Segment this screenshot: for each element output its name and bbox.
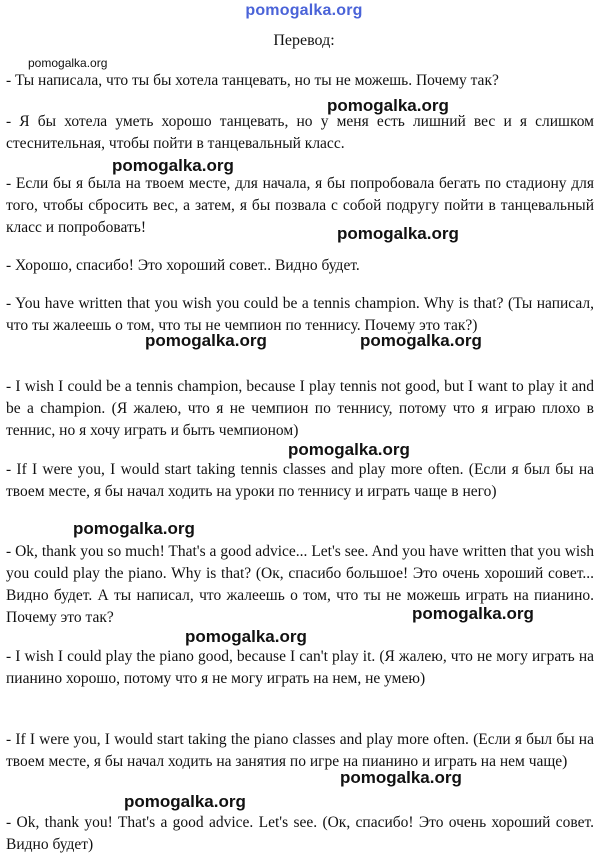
paragraph-3: - Если бы я была на твоем месте, для начала, я бы попробовала бегать по стадиону для того, чтобы сбросить вес, а затем, я бы позвала с собой подругу пойти в танцевальный класс и попробовать! <box>6 175 594 236</box>
paragraph-4: - Хорошо, спасибо! Это хороший совет.. Видно будет. <box>6 257 360 274</box>
watermark-text: pomogalka.org <box>124 792 246 811</box>
paragraph-2: - Я бы хотела уметь хорошо танцевать, но у меня есть лишний вес и я слишком стеснительная, чтобы пойти в танцевальный класс. <box>6 113 594 152</box>
watermark-text: pomogalka.org <box>360 331 482 350</box>
paragraph-7: - If I were you, I would start taking tennis classes and play more often. (Если я был бы на твоем месте, я бы начал ходить на уроки по теннису и играть чаще в него) <box>6 461 594 500</box>
paragraph-1: - Ты написала, что ты бы хотела танцевать, но ты не можешь. Почему так? <box>6 72 499 89</box>
watermark-text: pomogalka.org <box>288 440 410 459</box>
paragraph-6: - I wish I could be a tennis champion, because I play tennis not good, but I want to play it and be a champion. (Я жалею, что я не чемпион по теннису, потому что я играю плохо в теннис, но я хочу играть и быть чемпионом) <box>6 378 594 439</box>
page-title: Перевод: <box>273 32 335 49</box>
watermark-text: pomogalka.org <box>185 627 307 646</box>
watermark-text: pomogalka.org <box>327 96 449 115</box>
paragraph-8: - Ok, thank you so much! That's a good advice... Let's see. And you have written that you wish you could play the piano. Why is that? (Ок, спасибо большое! Это очень хороший совет... Видно будет. А ты написал, что жалеешь о том, что ты не можешь играть на пианино. Почему это так? <box>6 543 594 626</box>
watermark-text: pomogalka.org <box>112 156 234 175</box>
watermark-text: pomogalka.org <box>145 331 267 350</box>
watermark-text: pomogalka.org <box>73 519 195 538</box>
paragraph-5: - You have written that you wish you could be a tennis champion. Why is that? (Ты написал, что ты жалеешь о том, что ты не чемпион по теннису. Почему это так?) <box>6 295 594 334</box>
watermark-text: pomogalka.org <box>337 224 459 243</box>
header-watermark: pomogalka.org <box>245 2 363 19</box>
watermark-text: pomogalka.org <box>340 768 462 787</box>
watermark-text: pomogalka.org <box>28 56 108 70</box>
paragraph-10: - If I were you, I would start taking the piano classes and play more often. (Если я был бы на твоем месте, я бы начал ходить на занятия по игре на пианино и играть на нем чаще) <box>6 731 594 770</box>
paragraph-11: - Ok, thank you! That's a good advice. Let's see. (Ок, спасибо! Это очень хороший совет. Видно будет) <box>6 814 594 853</box>
paragraph-9: - I wish I could play the piano good, because I can't play it. (Я жалею, что не могу играть на пианино хорошо, потому что я не могу играть на нем, не умею) <box>6 648 594 687</box>
watermark-text: pomogalka.org <box>412 604 534 623</box>
